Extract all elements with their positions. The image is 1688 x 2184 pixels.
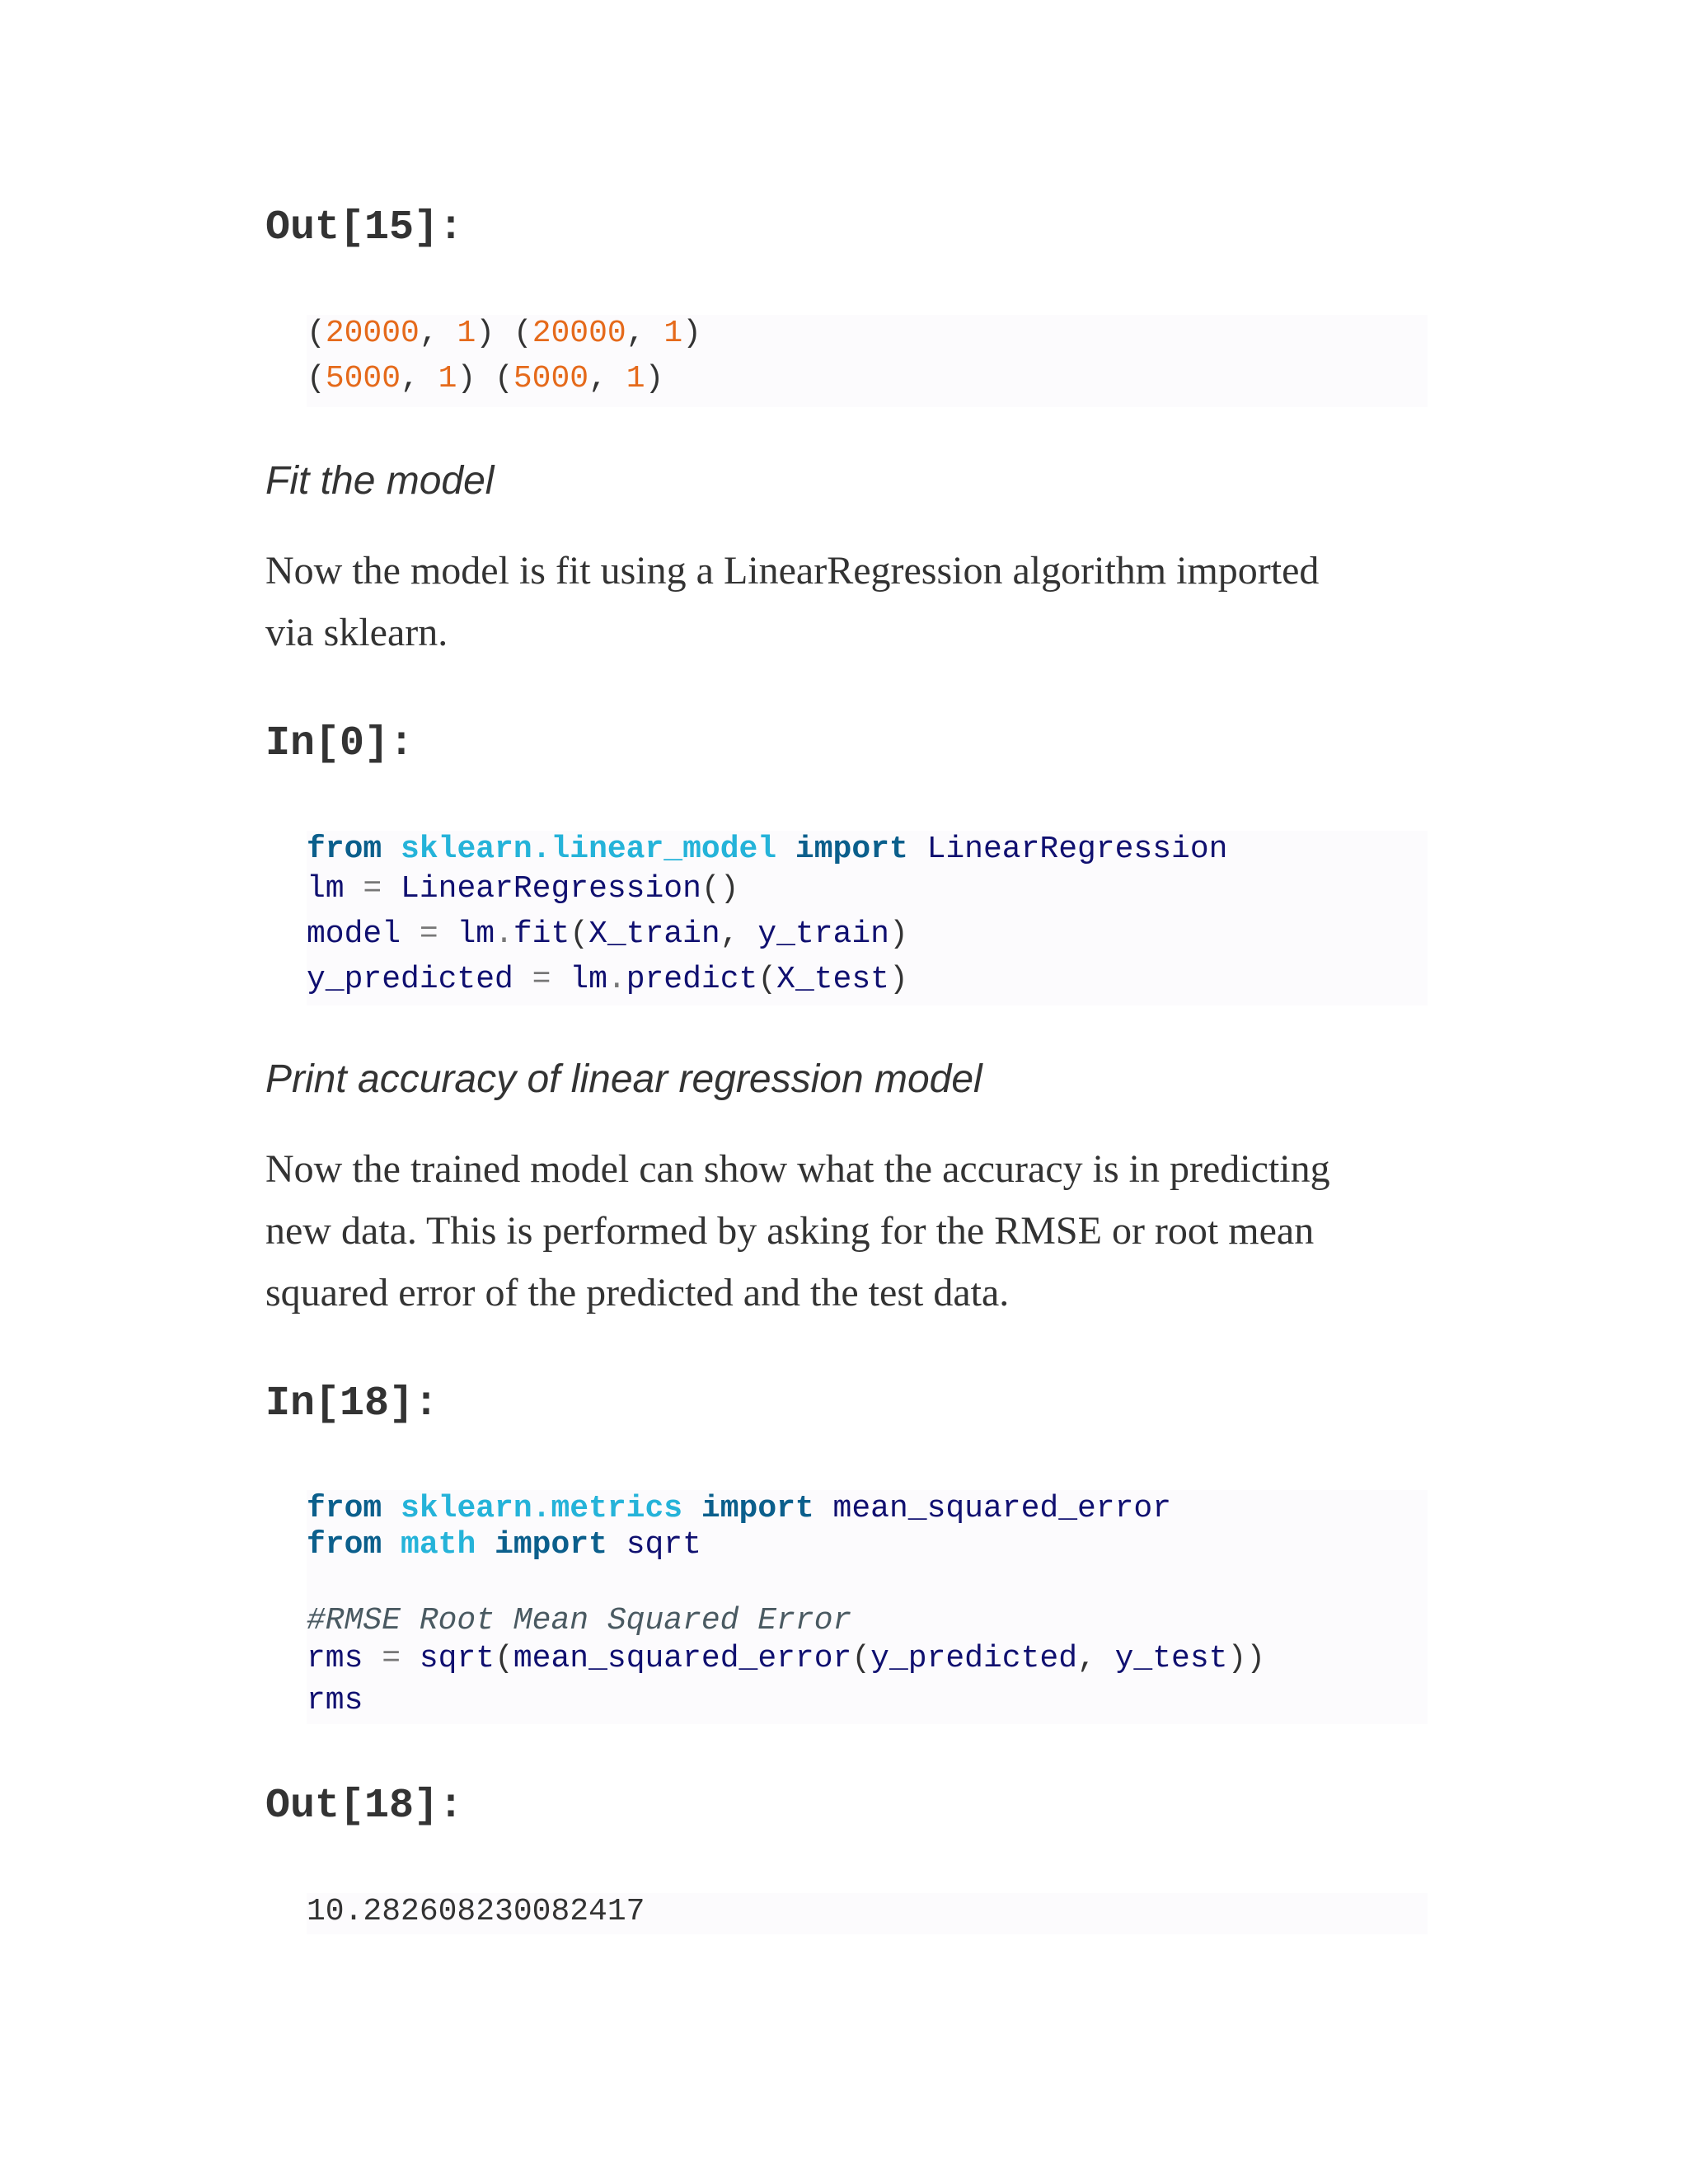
input-prompt-18: In[18]: bbox=[265, 1380, 439, 1427]
name-token: LinearRegression bbox=[401, 871, 701, 907]
output-prompt-18: Out[18]: bbox=[265, 1783, 464, 1830]
section-title-fit-model: Fit the model bbox=[265, 459, 495, 503]
paragraph-line: new data. This is performed by asking for the RMSE or root mean bbox=[265, 1209, 1315, 1253]
punctuation-token: ( bbox=[307, 361, 326, 396]
punctuation-token: , bbox=[419, 316, 457, 351]
code-line bbox=[307, 315, 701, 353]
name-token: LinearRegression bbox=[926, 832, 1228, 867]
punctuation-token: ( bbox=[851, 1641, 871, 1676]
punctuation-token: ) bbox=[645, 361, 664, 396]
code-line bbox=[307, 1490, 1171, 1528]
name-token: mean_squared_error bbox=[513, 1641, 852, 1676]
name-token: fit bbox=[513, 916, 570, 952]
punctuation-token: ) bbox=[889, 916, 908, 952]
name-token: y_predicted bbox=[870, 1641, 1077, 1676]
code-line bbox=[307, 1893, 645, 1931]
operator-token: = bbox=[401, 916, 457, 952]
punctuation-token: , bbox=[720, 916, 758, 952]
module-token: sklearn.metrics bbox=[401, 1491, 683, 1526]
name-token: rms bbox=[307, 1683, 363, 1718]
number-token: 1 bbox=[626, 361, 645, 396]
punctuation-token: ( bbox=[570, 916, 589, 952]
name-token: X_train bbox=[588, 916, 720, 952]
output-cell-15 bbox=[307, 315, 1428, 407]
paragraph-fit-model bbox=[265, 540, 1436, 663]
keyword-token: from bbox=[307, 1491, 382, 1526]
code-cell-18[interactable] bbox=[307, 1490, 1428, 1724]
punctuation-token bbox=[382, 1491, 401, 1526]
code-line bbox=[307, 1640, 1265, 1678]
punctuation-token bbox=[908, 832, 927, 867]
punctuation-token: ) ( bbox=[457, 361, 513, 396]
number-token: 1 bbox=[663, 316, 683, 351]
punctuation-token bbox=[682, 1491, 701, 1526]
code-line bbox=[307, 1602, 851, 1640]
code-line bbox=[307, 360, 663, 398]
name-token: rms bbox=[307, 1641, 363, 1676]
punctuation-token: , bbox=[626, 316, 664, 351]
operator-token: = bbox=[363, 1641, 420, 1676]
punctuation-token bbox=[814, 1491, 833, 1526]
punctuation-token: ) bbox=[682, 316, 701, 351]
paragraph-line: squared error of the predicted and the test data. bbox=[265, 1271, 1010, 1315]
input-prompt-0: In[0]: bbox=[265, 720, 415, 767]
punctuation-token: ( bbox=[495, 1641, 513, 1676]
keyword-token: import bbox=[795, 832, 908, 867]
output-value: 10.282608230082417 bbox=[307, 1894, 645, 1929]
code-line bbox=[307, 961, 908, 999]
name-token: y_predicted bbox=[307, 962, 513, 997]
operator-token: . bbox=[495, 916, 513, 952]
code-line bbox=[307, 831, 1227, 869]
punctuation-token: , bbox=[1077, 1641, 1115, 1676]
punctuation-token: ( bbox=[757, 962, 777, 997]
punctuation-token bbox=[607, 1527, 626, 1563]
output-cell-18 bbox=[307, 1893, 1428, 1934]
number-token: 5000 bbox=[325, 361, 401, 396]
code-line bbox=[307, 1682, 363, 1720]
code-line bbox=[307, 916, 908, 954]
name-token: lm bbox=[457, 916, 495, 952]
name-token: predict bbox=[626, 962, 758, 997]
operator-token: . bbox=[607, 962, 626, 997]
code-cell-0[interactable] bbox=[307, 831, 1428, 1005]
punctuation-token bbox=[476, 1527, 495, 1563]
name-token: lm bbox=[570, 962, 607, 997]
paragraph-line: via sklearn. bbox=[265, 611, 448, 654]
punctuation-token bbox=[382, 832, 401, 867]
comment-token: #RMSE Root Mean Squared Error bbox=[307, 1603, 852, 1638]
paragraph-line: Now the model is fit using a LinearRegression algorithm imported bbox=[265, 549, 1320, 593]
name-token: sqrt bbox=[626, 1527, 701, 1563]
name-token: mean_squared_error bbox=[832, 1491, 1172, 1526]
punctuation-token: ) ( bbox=[476, 316, 532, 351]
punctuation-token: ( bbox=[307, 316, 326, 351]
output-prompt-15: Out[15]: bbox=[265, 204, 464, 251]
module-token: math bbox=[401, 1527, 476, 1563]
paragraph-line: Now the trained model can show what the accuracy is in predicting bbox=[265, 1147, 1330, 1191]
punctuation-token bbox=[776, 832, 795, 867]
punctuation-token: , bbox=[588, 361, 626, 396]
code-line bbox=[307, 870, 739, 908]
paragraph-print-accuracy bbox=[265, 1138, 1436, 1324]
punctuation-token bbox=[382, 1527, 401, 1563]
name-token: y_test bbox=[1114, 1641, 1228, 1676]
module-token: sklearn.linear_model bbox=[401, 832, 777, 867]
code-line bbox=[307, 1526, 701, 1564]
keyword-token: from bbox=[307, 1527, 382, 1563]
name-token: model bbox=[307, 916, 401, 952]
name-token: lm bbox=[307, 871, 345, 907]
number-token: 20000 bbox=[325, 316, 420, 351]
name-token: y_train bbox=[757, 916, 889, 952]
section-title-print-accuracy: Print accuracy of linear regression model bbox=[265, 1057, 982, 1101]
operator-token: = bbox=[513, 962, 570, 997]
punctuation-token: , bbox=[401, 361, 438, 396]
punctuation-token: () bbox=[701, 871, 739, 907]
name-token: sqrt bbox=[419, 1641, 495, 1676]
punctuation-token: ) bbox=[889, 962, 908, 997]
keyword-token: from bbox=[307, 832, 382, 867]
number-token: 1 bbox=[438, 361, 457, 396]
number-token: 20000 bbox=[532, 316, 626, 351]
punctuation-token: )) bbox=[1227, 1641, 1266, 1676]
operator-token: = bbox=[344, 871, 401, 907]
number-token: 1 bbox=[457, 316, 476, 351]
keyword-token: import bbox=[701, 1491, 814, 1526]
keyword-token: import bbox=[495, 1527, 607, 1563]
name-token: X_test bbox=[776, 962, 889, 997]
number-token: 5000 bbox=[513, 361, 589, 396]
